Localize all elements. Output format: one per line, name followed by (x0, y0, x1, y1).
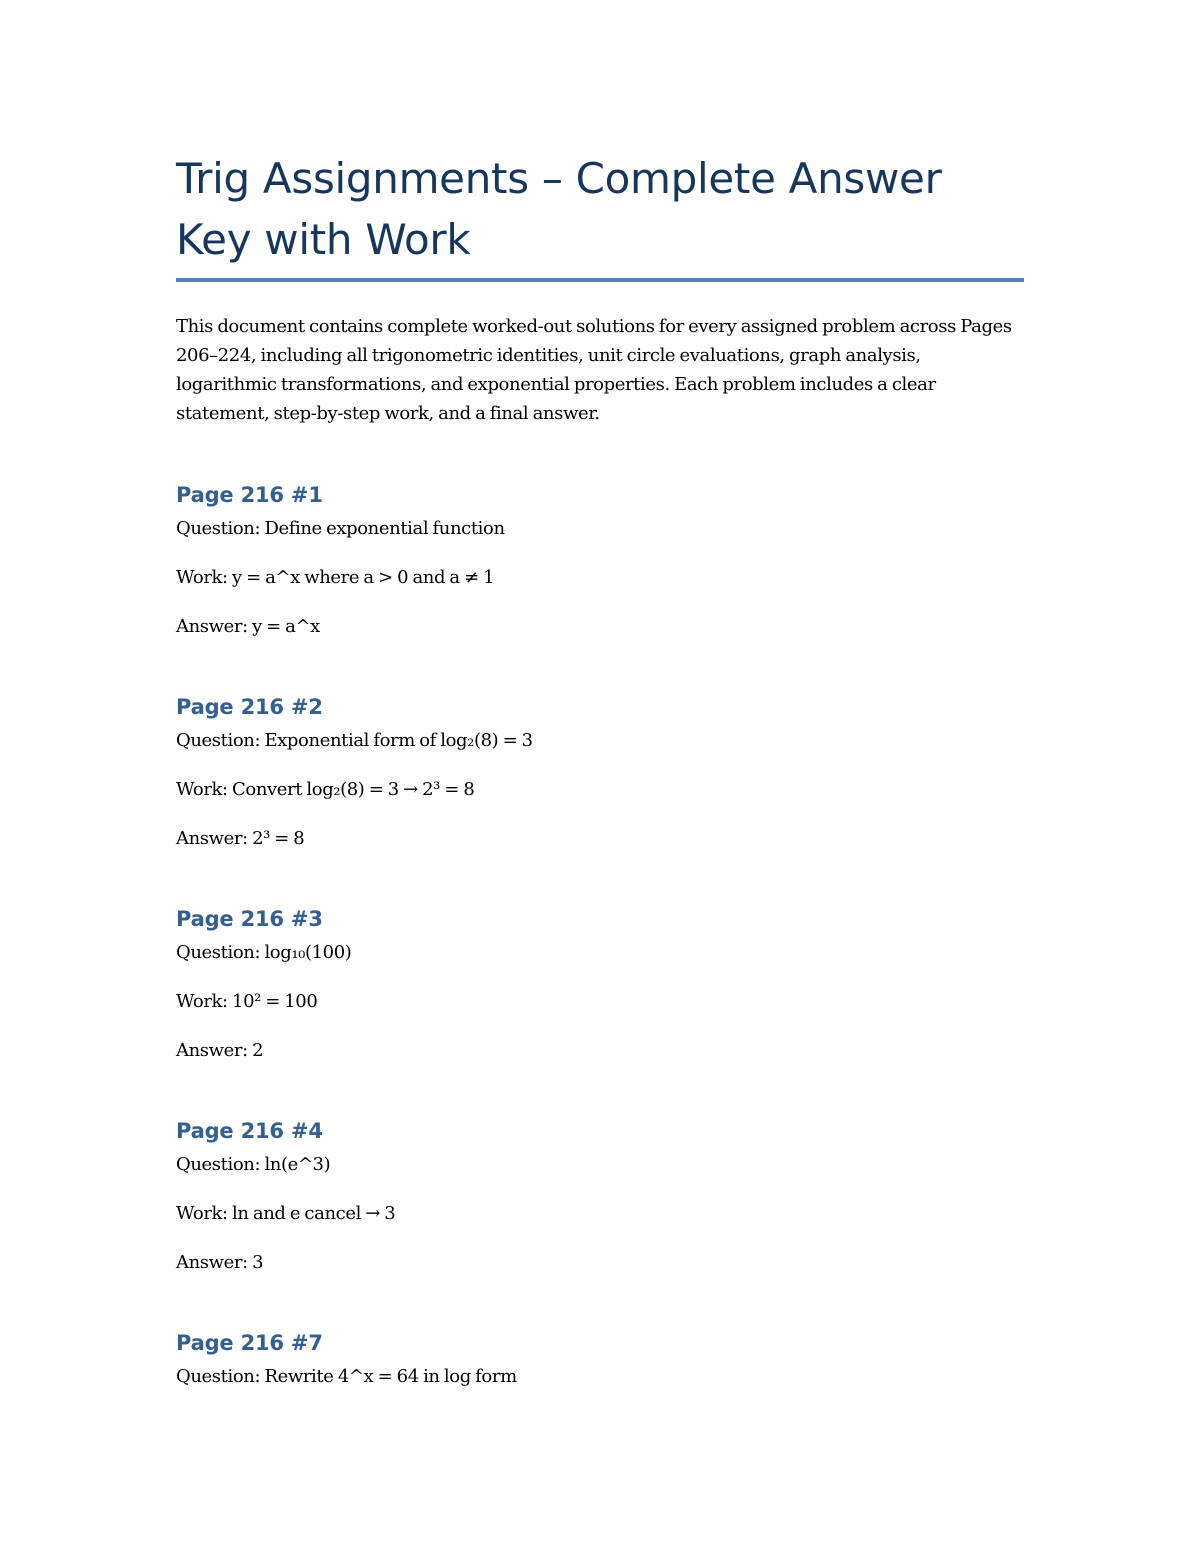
problem-section (176, 480, 1024, 640)
problem-answer: Answer: 2³ = 8 (176, 828, 305, 849)
problem-section (176, 1116, 1024, 1276)
problem-heading: Page 216 #7 (176, 1331, 323, 1355)
problem-heading: Page 216 #3 (176, 907, 323, 931)
problem-question: Question: Rewrite 4^x = 64 in log form (176, 1366, 517, 1387)
problem-heading: Page 216 #1 (176, 483, 323, 507)
problem-work: Work: Convert log₂(8) = 3 → 2³ = 8 (176, 779, 475, 800)
problem-heading: Page 216 #2 (176, 695, 323, 719)
document-title-line-1: Trig Assignments – Complete Answer (176, 154, 942, 203)
problem-question: Question: Exponential form of log₂(8) = 3 (176, 730, 533, 751)
problem-question: Question: Define exponential function (176, 518, 505, 539)
problem-section (176, 692, 1024, 852)
problem-question: Question: ln(e^3) (176, 1154, 331, 1175)
intro-paragraph: This document contains complete worked-out solutions for every assigned problem across Pages 206–224, including all trigonometric identities, unit circle evaluations, graph analysis, logarithmic transformations, and exponential properties. Each problem includes a clear statement, step-by-step work, and a final answer. (176, 316, 1012, 424)
problem-section (176, 1328, 1024, 1390)
problem-work: Work: ln and e cancel → 3 (176, 1203, 396, 1224)
problem-work: Work: 10² = 100 (176, 991, 318, 1012)
problem-answer: Answer: 2 (176, 1040, 264, 1061)
document-title (176, 148, 1024, 270)
document-body (176, 148, 1024, 1390)
problem-question: Question: log₁₀(100) (176, 942, 352, 963)
problem-work: Work: y = a^x where a > 0 and a ≠ 1 (176, 567, 495, 588)
document-title-line-2: Key with Work (176, 215, 471, 264)
problem-answer: Answer: y = a^x (176, 616, 320, 637)
problem-heading: Page 216 #4 (176, 1119, 323, 1143)
title-underline-rule (176, 278, 1024, 282)
problem-section (176, 904, 1024, 1064)
problem-answer: Answer: 3 (176, 1252, 264, 1273)
